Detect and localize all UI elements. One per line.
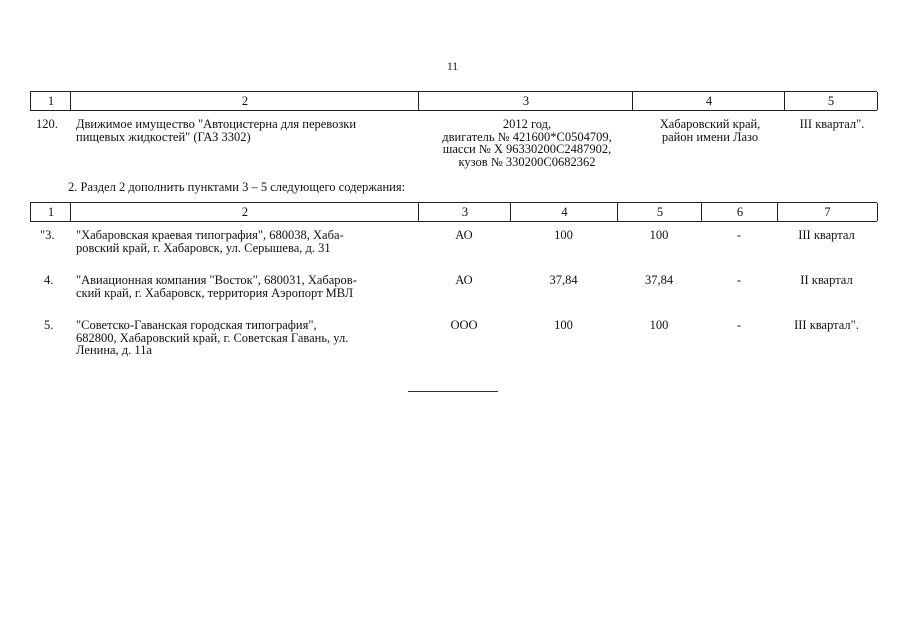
- table-2-header-col-1: 1: [30, 203, 71, 221]
- value-col-4: 100: [554, 228, 573, 242]
- property-location-line: Хабаровский край,: [659, 117, 761, 131]
- property-details-line: кузов № 330200С0682362: [458, 154, 596, 169]
- value-col-6: -: [736, 318, 742, 332]
- table-2-header-col-2: 2: [70, 203, 419, 221]
- property-location-line: район имени Лазо: [661, 129, 759, 144]
- table-2-header-row: [30, 202, 877, 222]
- value-col-5: 100: [649, 228, 669, 242]
- table-2-header-col-7: 7: [777, 203, 878, 221]
- property-description: [76, 118, 421, 143]
- legal-form: АО: [455, 228, 473, 242]
- value-col-5: 100: [649, 318, 669, 332]
- table-1-header-col-5: 5: [784, 92, 878, 110]
- row-number: 4.: [44, 273, 54, 287]
- property-details-line: двигатель № 421600*С0504709,: [442, 129, 612, 144]
- organization-name-line: ский край, г. Хабаровск, территория Аэропорт МВЛ: [76, 285, 354, 300]
- organization-name-line: "Авиационная компания "Восток", 680031, Хабаров-: [76, 273, 357, 287]
- page-number: 11: [446, 61, 459, 73]
- property-description-line: Движимое имущество "Автоцистерна для перевозки: [76, 117, 357, 131]
- organization-name-line: "Хабаровская краевая типография", 680038, Хаба-: [76, 228, 344, 242]
- property-quarter: III квартал".: [799, 117, 865, 131]
- organization-name-line: 682800, Хабаровский край, г. Советская Гавань, ул.: [76, 330, 349, 345]
- organization-name: [76, 229, 416, 254]
- legal-form: ООО: [450, 318, 478, 332]
- value-col-6: -: [736, 228, 742, 242]
- organization-name-line: "Советско-Гаванская городская типография",: [76, 318, 317, 332]
- quarter: II квартал: [800, 273, 853, 287]
- table-1-header-col-1: 1: [30, 92, 71, 110]
- property-description-line: пищевых жидкостей" (ГАЗ 3302): [76, 129, 251, 144]
- value-col-6: -: [736, 273, 742, 287]
- table-1-header-row: [30, 91, 877, 111]
- value-col-5: 37,84: [644, 273, 674, 287]
- property-details-line: 2012 год,: [502, 117, 552, 131]
- table-1-header-col-4: 4: [632, 92, 785, 110]
- table-1-header-col-2: 2: [70, 92, 419, 110]
- organization-name: [76, 274, 416, 299]
- quarter: III квартал".: [794, 318, 859, 332]
- table-2-header-col-6: 6: [701, 203, 778, 221]
- section-intro-text: 2. Раздел 2 дополнить пунктами 3 – 5 следующего содержания:: [68, 180, 406, 194]
- property-details-line: шасси № Х 96330200С2487902,: [442, 142, 612, 156]
- value-col-4: 37,84: [549, 273, 578, 287]
- organization-name-line: ровский край, г. Хабаровск, ул. Серышева, д. 31: [76, 240, 331, 255]
- row-number: 120.: [36, 117, 58, 131]
- property-details: [420, 118, 634, 168]
- closing-divider: [408, 391, 498, 392]
- table-2-header-col-5: 5: [617, 203, 702, 221]
- table-1-header-col-3: 3: [418, 92, 633, 110]
- organization-name-line: Ленина, д. 11а: [76, 343, 153, 357]
- property-location: [634, 118, 786, 143]
- quarter: III квартал: [798, 228, 855, 242]
- legal-form: АО: [455, 273, 473, 287]
- value-col-4: 100: [554, 318, 573, 332]
- row-number: "3.: [40, 228, 55, 242]
- table-2-header-col-4: 4: [510, 203, 618, 221]
- table-2-header-col-3: 3: [418, 203, 511, 221]
- organization-name: [76, 319, 416, 357]
- row-number: 5.: [44, 318, 54, 332]
